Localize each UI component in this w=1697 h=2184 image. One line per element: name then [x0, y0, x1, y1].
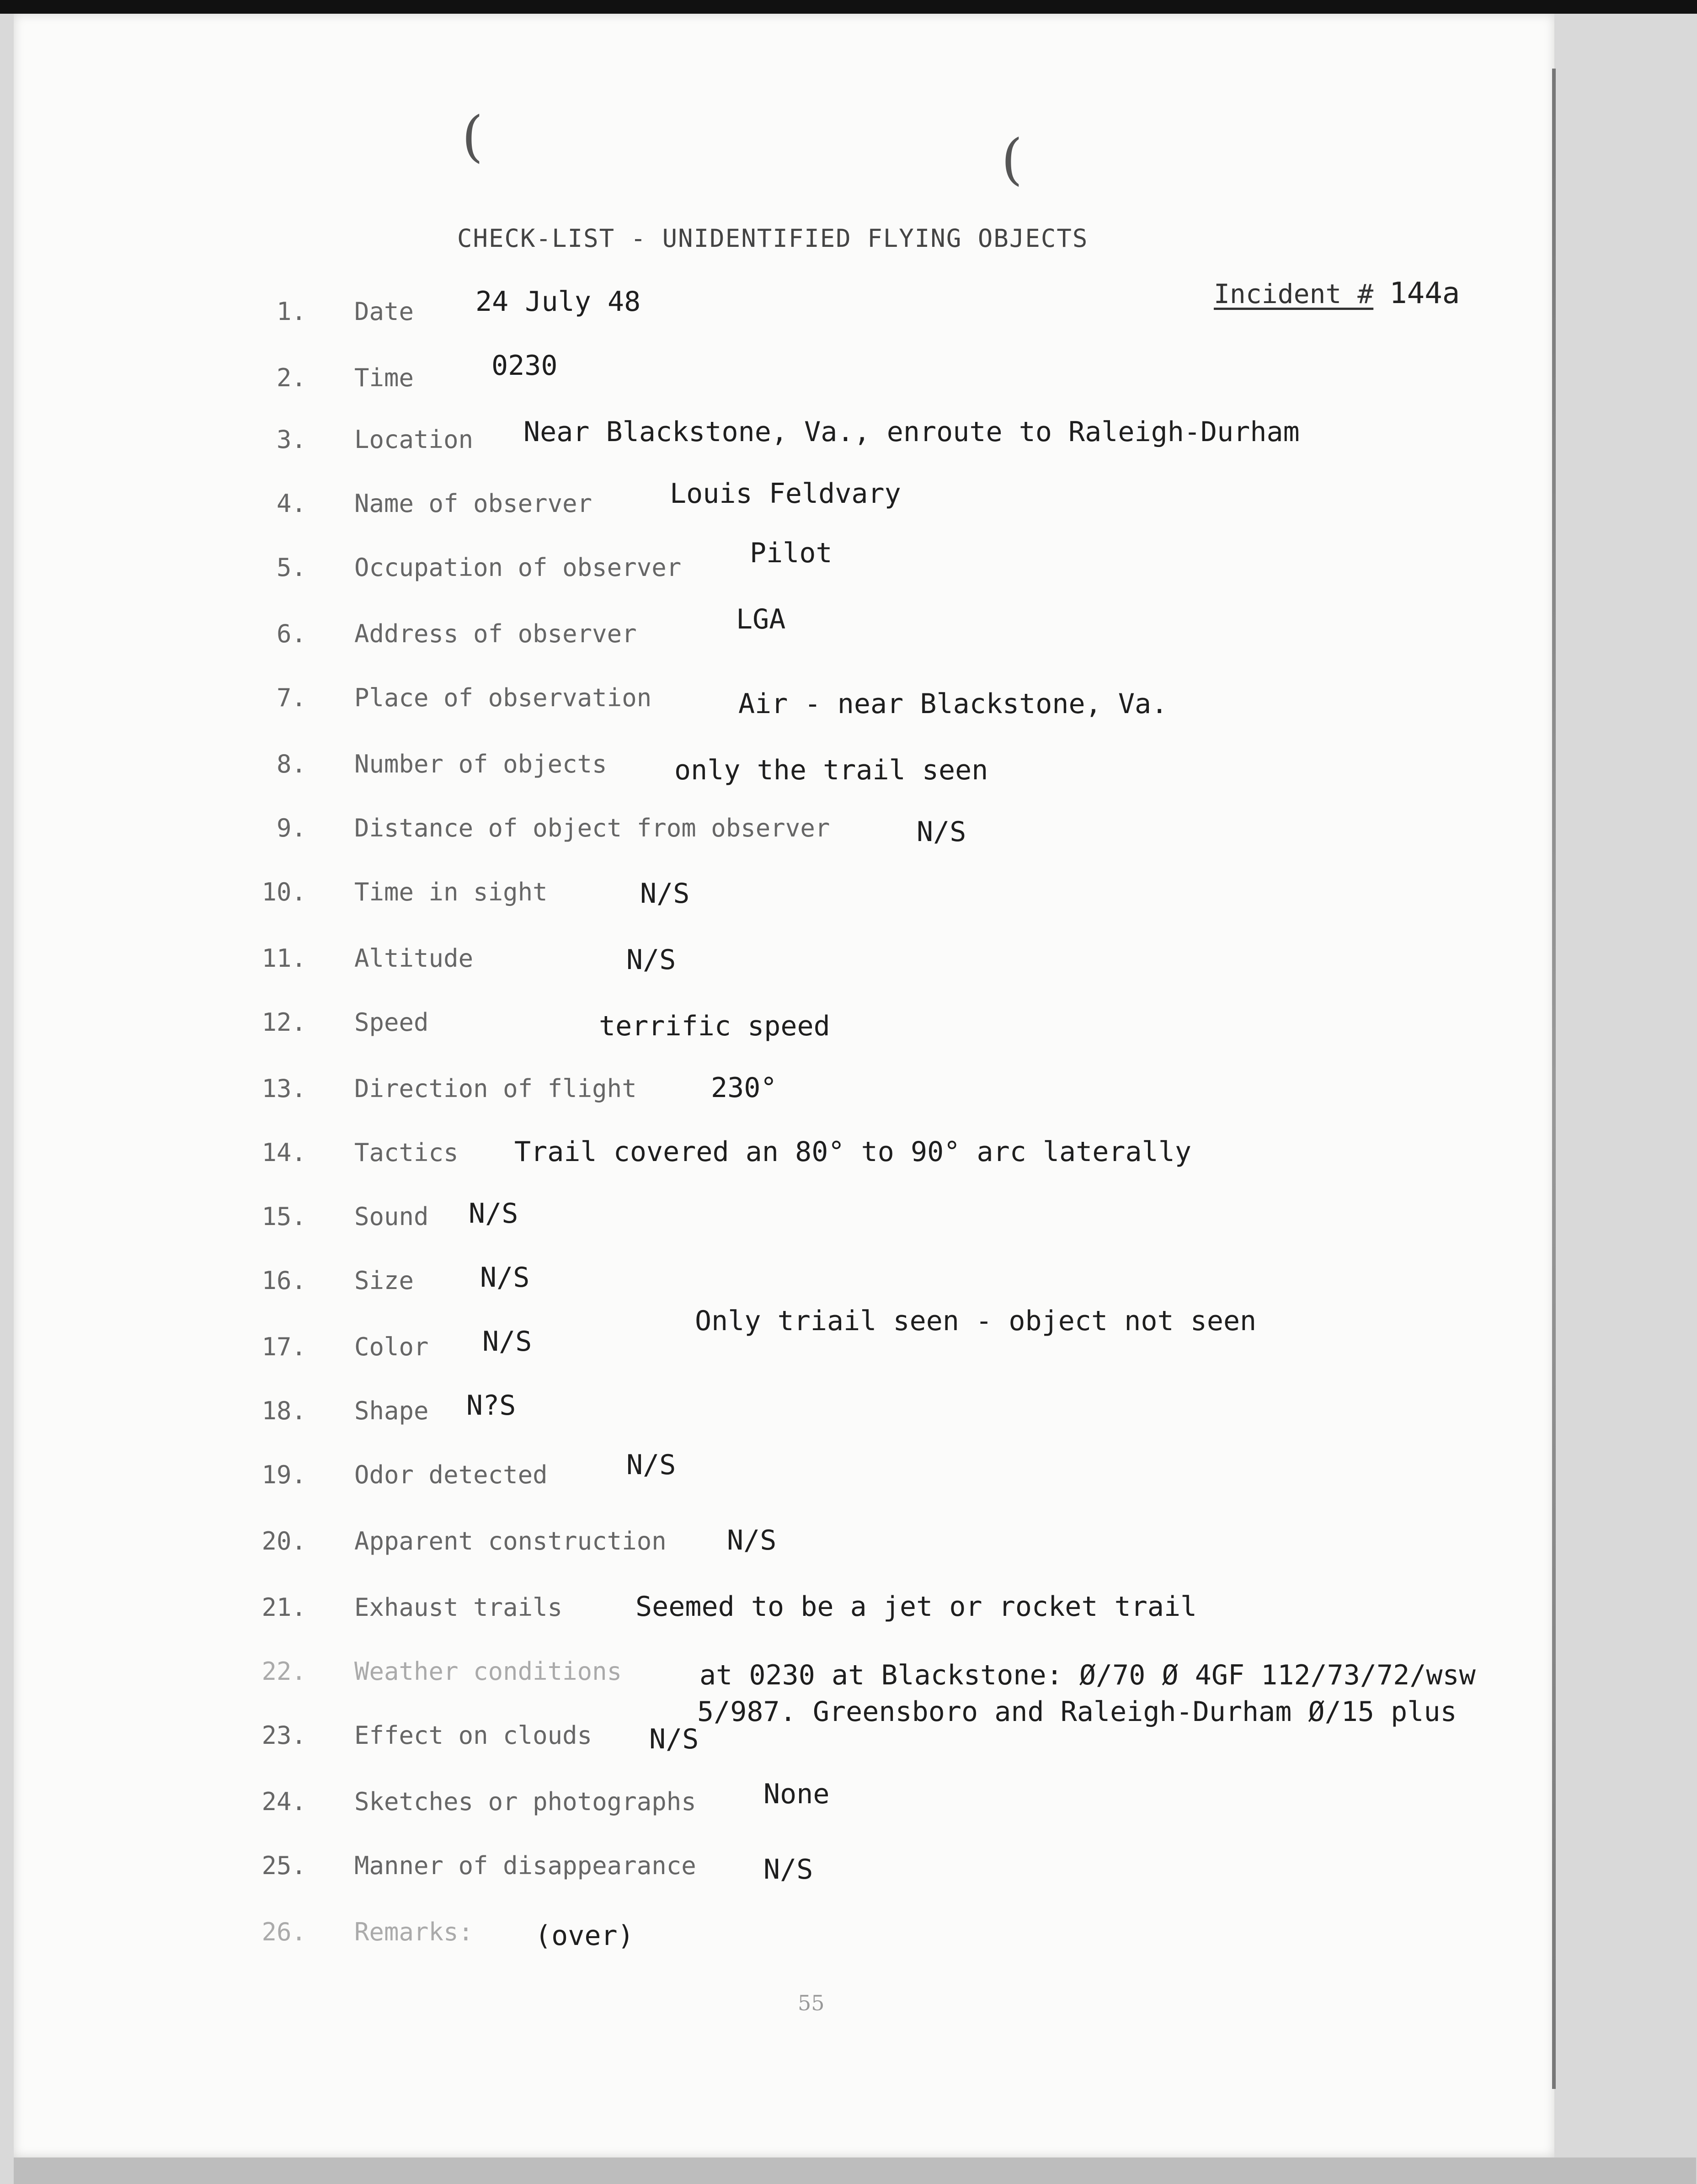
- item-label: Odor detected: [354, 1460, 548, 1489]
- item-value: terrific speed: [599, 1010, 830, 1042]
- item-label: Date: [354, 297, 414, 326]
- item-label: Distance of object from observer: [354, 814, 830, 842]
- item-value: 24 July 48: [475, 286, 641, 318]
- item-number: 8.: [276, 750, 306, 778]
- scan-top-border: [0, 0, 1697, 14]
- weather-continuation: 5/987. Greensboro and Raleigh-Durham Ø/15 plus: [697, 1696, 1457, 1728]
- page-edge: [1552, 69, 1556, 2089]
- item-value: (over): [535, 1920, 634, 1952]
- page-number: 55: [798, 1991, 825, 2015]
- item-number: 15.: [261, 1202, 306, 1231]
- item-label: Time in sight: [354, 878, 548, 906]
- item-label: Number of objects: [354, 750, 607, 778]
- item-value: N/S: [482, 1326, 532, 1358]
- item-number: 19.: [261, 1460, 306, 1489]
- item-value: N/S: [763, 1854, 813, 1886]
- item-number: 1.: [276, 297, 306, 326]
- item-number: 11.: [261, 944, 306, 973]
- bracket-note: Only triail seen - object not seen: [695, 1305, 1257, 1337]
- item-number: 20.: [261, 1527, 306, 1555]
- item-number: 17.: [261, 1332, 306, 1361]
- item-value: N?S: [466, 1390, 516, 1422]
- item-value: N/S: [480, 1262, 530, 1294]
- item-value: LGA: [736, 603, 786, 635]
- item-label: Color: [354, 1332, 429, 1361]
- item-label: Effect on clouds: [354, 1721, 592, 1750]
- item-number: 7.: [276, 683, 306, 712]
- item-label: Manner of disappearance: [354, 1851, 696, 1880]
- item-number: 3.: [276, 425, 306, 454]
- item-value: Seemed to be a jet or rocket trail: [635, 1591, 1197, 1623]
- item-label: Sound: [354, 1202, 429, 1231]
- item-label: Tactics: [354, 1138, 459, 1167]
- item-value: Louis Feldvary: [670, 478, 901, 510]
- item-label: Weather conditions: [354, 1657, 622, 1686]
- item-label: Altitude: [354, 944, 474, 973]
- item-value: Air - near Blackstone, Va.: [738, 688, 1168, 720]
- item-label: Time: [354, 363, 414, 392]
- item-label: Sketches or photographs: [354, 1787, 696, 1816]
- item-value: at 0230 at Blackstone: Ø/70 Ø 4GF 112/73/72/wsw: [699, 1659, 1476, 1691]
- scan-bottom-border: [14, 2157, 1696, 2184]
- item-number: 24.: [261, 1787, 306, 1816]
- item-label: Location: [354, 425, 474, 454]
- item-value: Trail covered an 80° to 90° arc laterally: [514, 1136, 1192, 1168]
- item-value: Near Blackstone, Va., enroute to Raleigh-Durham: [523, 416, 1300, 448]
- item-value: Pilot: [750, 537, 832, 569]
- item-value: N/S: [649, 1723, 699, 1755]
- item-number: 10.: [261, 878, 306, 906]
- document-title: CHECK-LIST - UNIDENTIFIED FLYING OBJECTS: [457, 224, 1089, 253]
- item-number: 26.: [261, 1918, 306, 1946]
- item-number: 6.: [276, 619, 306, 648]
- item-number: 18.: [261, 1396, 306, 1425]
- punch-hole-mark-right: (: [1001, 128, 1023, 192]
- item-number: 25.: [261, 1851, 306, 1880]
- item-number: 5.: [276, 553, 306, 582]
- item-number: 2.: [276, 363, 306, 392]
- incident-number: [1214, 277, 1460, 310]
- incident-value: 144a: [1389, 277, 1460, 310]
- item-label: Size: [354, 1266, 414, 1295]
- item-label: Shape: [354, 1396, 429, 1425]
- punch-hole-mark-left: (: [462, 105, 483, 169]
- item-label: Exhaust trails: [354, 1593, 563, 1622]
- item-number: 4.: [276, 489, 306, 518]
- item-value: N/S: [640, 878, 690, 910]
- item-value: N/S: [917, 816, 966, 848]
- item-value: N/S: [626, 944, 676, 976]
- item-value: 0230: [491, 350, 558, 382]
- item-label: Name of observer: [354, 489, 592, 518]
- item-label: Address of observer: [354, 619, 637, 648]
- item-label: Speed: [354, 1008, 429, 1037]
- item-value: 230°: [711, 1072, 777, 1104]
- item-value: N/S: [626, 1449, 676, 1481]
- item-label: Direction of flight: [354, 1074, 637, 1103]
- incident-label: Incident #: [1214, 278, 1374, 309]
- item-label: Place of observation: [354, 683, 652, 712]
- item-value: None: [763, 1778, 830, 1810]
- item-value: only the trail seen: [674, 754, 988, 786]
- item-number: 23.: [261, 1721, 306, 1750]
- item-number: 9.: [276, 814, 306, 842]
- item-value: N/S: [469, 1198, 518, 1230]
- document-page: [14, 14, 1554, 2157]
- item-number: 16.: [261, 1266, 306, 1295]
- item-value: N/S: [727, 1524, 777, 1556]
- item-number: 13.: [261, 1074, 306, 1103]
- item-label: Apparent construction: [354, 1527, 667, 1555]
- item-number: 12.: [261, 1008, 306, 1037]
- item-label: Remarks:: [354, 1918, 474, 1946]
- item-label: Occupation of observer: [354, 553, 682, 582]
- item-number: 22.: [261, 1657, 306, 1686]
- item-number: 21.: [261, 1593, 306, 1622]
- item-number: 14.: [261, 1138, 306, 1167]
